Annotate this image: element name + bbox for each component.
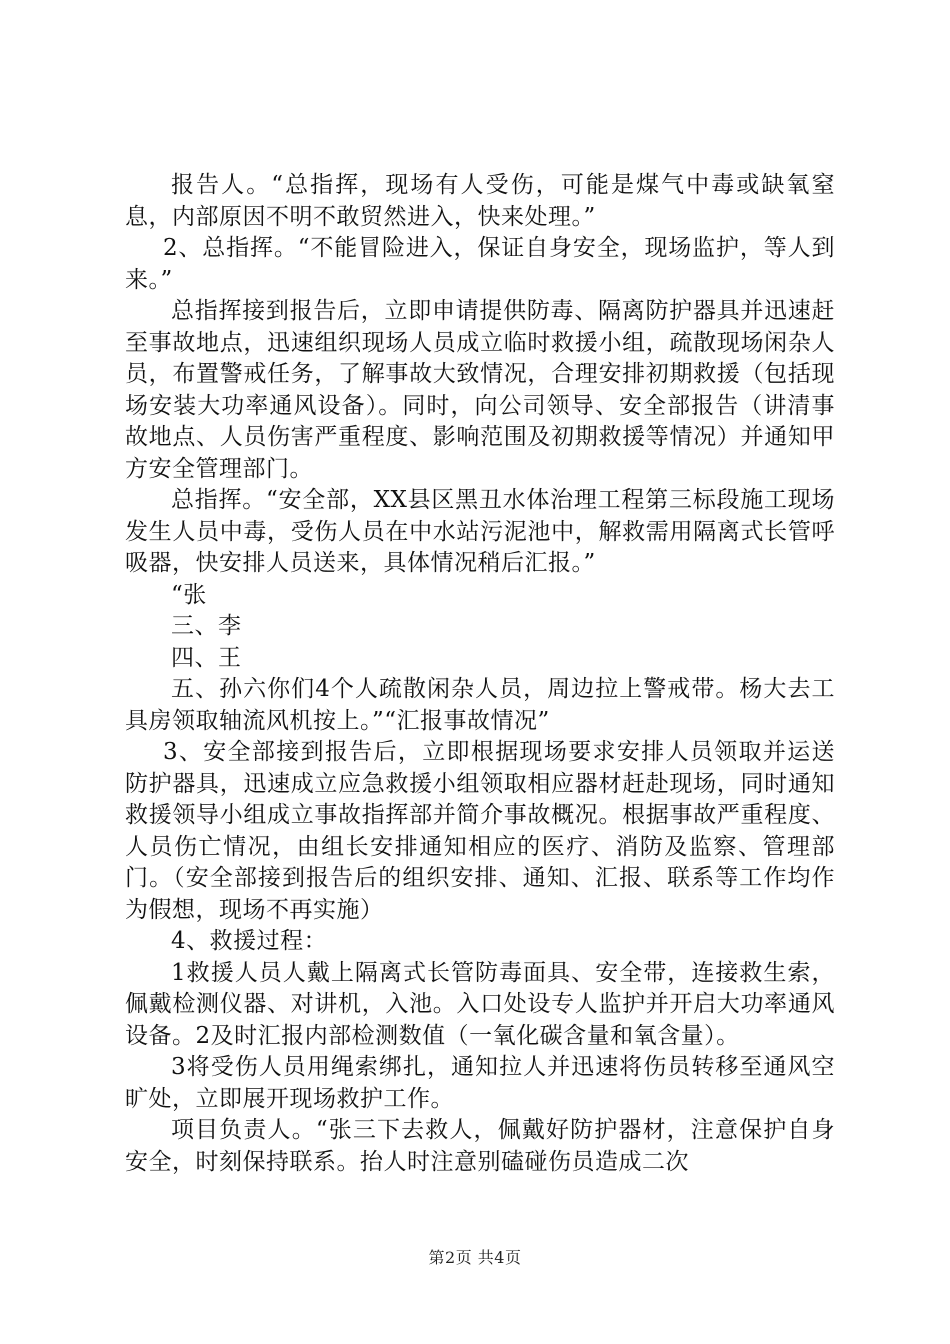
- paragraph-li: 三、李: [171, 613, 242, 639]
- paragraph-commander-actions: 总指挥接到报告后，立即申请提供防毒、隔离防护器具并迅速赶至事故地点，迅速组织现场人员成立临时救援小组，疏散现场闲杂人员，布置警戒任务，了解事故大致情况，合理安排初期救援（包括现场安装大功率通风设备）。同时，向公司领导、安全部报告（讲清事故地点、人员伤害严重程度、影响范围及初期救援等情况）并通知甲方安全管理部门。: [125, 298, 835, 482]
- paragraph-sun-yang: 五、孙六你们4个人疏散闲杂人员，周边拉上警戒带。杨大去工具房领取轴流风机按上。”“汇报事故情况”: [125, 676, 835, 734]
- document-body: [125, 170, 835, 1178]
- paragraph-step-4: 4、救援过程：: [171, 928, 328, 954]
- paragraph-rescue-3: 3将受伤人员用绳索绑扎，通知拉人并迅速将伤员转移至通风空旷处，立即展开现场救护工作。: [125, 1054, 835, 1112]
- paragraph-rescue-1-2: 1救援人员人戴上隔离式长管防毒面具、安全带，连接救生索，佩戴检测仪器、对讲机，入池。入口处设专人监护并开启大功率通风设备。2及时汇报内部检测数值（一氧化碳含量和氧含量）。: [125, 959, 835, 1049]
- page-footer: 第2页 共4页: [428, 1248, 522, 1267]
- paragraph-wang: 四、王: [171, 644, 242, 671]
- paragraph-commander-call: 总指挥。“安全部，XX县区黑丑水体治理工程第三标段施工现场发生人员中毒，受伤人员在中水站污泥池中，解救需用隔离式长管呼吸器，快安排人员送来，具体情况稍后汇报。”: [125, 487, 835, 576]
- paragraph-reporter-call: 报告人。“总指挥，现场有人受伤，可能是煤气中毒或缺氧窒息，内部原因不明不敢贸然进入，快来处理。”: [125, 172, 835, 230]
- paragraph-step-3: 3、安全部接到报告后，立即根据现场要求安排人员领取并运送防护器具，迅速成立应急救援小组领取相应器材赶赴现场，同时通知救援领导小组成立事故指挥部并简介事故概况。根据事故严重程度、人员伤亡情况，由组长安排通知相应的医疗、消防及监察、管理部门。（安全部接到报告后的组织安排、通知、汇报、联系等工作均作为假想，现场不再实施）: [125, 739, 835, 923]
- paragraph-project-lead: 项目负责人。“张三下去救人，佩戴好防护器材，注意保护自身安全，时刻保持联系。抬人时注意别磕碰伤员造成二次: [125, 1117, 835, 1175]
- paragraph-step-2: 2、总指挥。“不能冒险进入，保证自身安全，现场监护，等人到来。”: [125, 235, 835, 293]
- paragraph-zhang: “张: [171, 581, 207, 608]
